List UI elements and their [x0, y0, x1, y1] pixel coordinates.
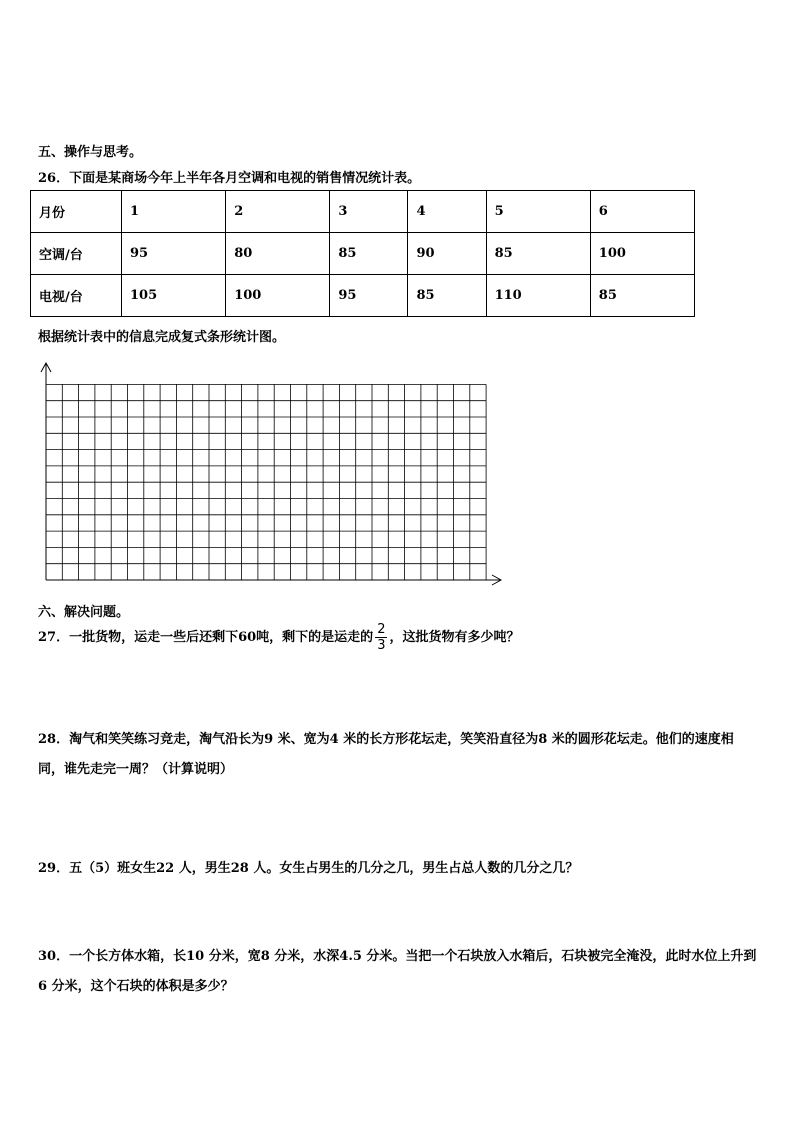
table-cell: 5 [486, 191, 590, 233]
table-cell: 95 [330, 275, 408, 317]
table-cell: 空调/台 [31, 233, 122, 275]
table-cell: 80 [226, 233, 330, 275]
sales-table [30, 190, 695, 317]
table-cell: 110 [486, 275, 590, 317]
table-cell: 100 [590, 233, 694, 275]
table-row-tv [31, 275, 695, 317]
question-26-stem: 26．下面是某商场今年上半年各月空调和电视的销售情况统计表。 [38, 171, 421, 186]
table-cell: 90 [408, 233, 486, 275]
table-cell: 3 [330, 191, 408, 233]
table-row-month [31, 191, 695, 233]
table-cell: 6 [590, 191, 694, 233]
table-cell: 105 [122, 275, 226, 317]
fraction [375, 622, 387, 653]
blank-bar-chart-grid [34, 358, 504, 590]
question-27 [38, 622, 519, 653]
table-cell: 85 [590, 275, 694, 317]
question-30: 30．一个长方体水箱，长10 分米，宽8 分米，水深4.5 分米。当把一个石块放入水箱后，石块被完全淹没，此时水位上升到6 分米，这个石块的体积是多少？ [38, 949, 757, 994]
table-cell: 85 [330, 233, 408, 275]
table-cell: 1 [122, 191, 226, 233]
grid-lines [46, 384, 486, 580]
question-26-instruction: 根据统计表中的信息完成复式条形统计图。 [38, 330, 286, 345]
table-cell: 2 [226, 191, 330, 233]
question-27-text-end: ，这批货物有多少吨？ [389, 630, 520, 645]
table-cell: 85 [408, 275, 486, 317]
fraction-numerator: 2 [377, 622, 386, 637]
table-cell: 85 [486, 233, 590, 275]
fraction-denominator: 3 [377, 638, 386, 653]
section-6-heading: 六、解决问题。 [38, 605, 130, 620]
table-cell: 电视/台 [31, 275, 122, 317]
question-27-text: 27．一批货物，运走一些后还剩下60吨，剩下的是运走的 [38, 630, 374, 645]
table-cell: 月份 [31, 191, 122, 233]
section-5-heading: 五、操作与思考。 [38, 145, 143, 160]
question-28: 28．淘气和笑笑练习竞走，淘气沿长为9 米、宽为4 米的长方形花坛走，笑笑沿直径为8 米的圆形花坛走。他们的速度相同，谁先走完一周？（计算说明） [38, 732, 734, 777]
table-cell: 100 [226, 275, 330, 317]
question-29: 29．五（5）班女生22 人，男生28 人。女生占男生的几分之几，男生占总人数的几分之几？ [38, 861, 579, 876]
table-cell: 95 [122, 233, 226, 275]
table-row-air-conditioner [31, 233, 695, 275]
table-cell: 4 [408, 191, 486, 233]
